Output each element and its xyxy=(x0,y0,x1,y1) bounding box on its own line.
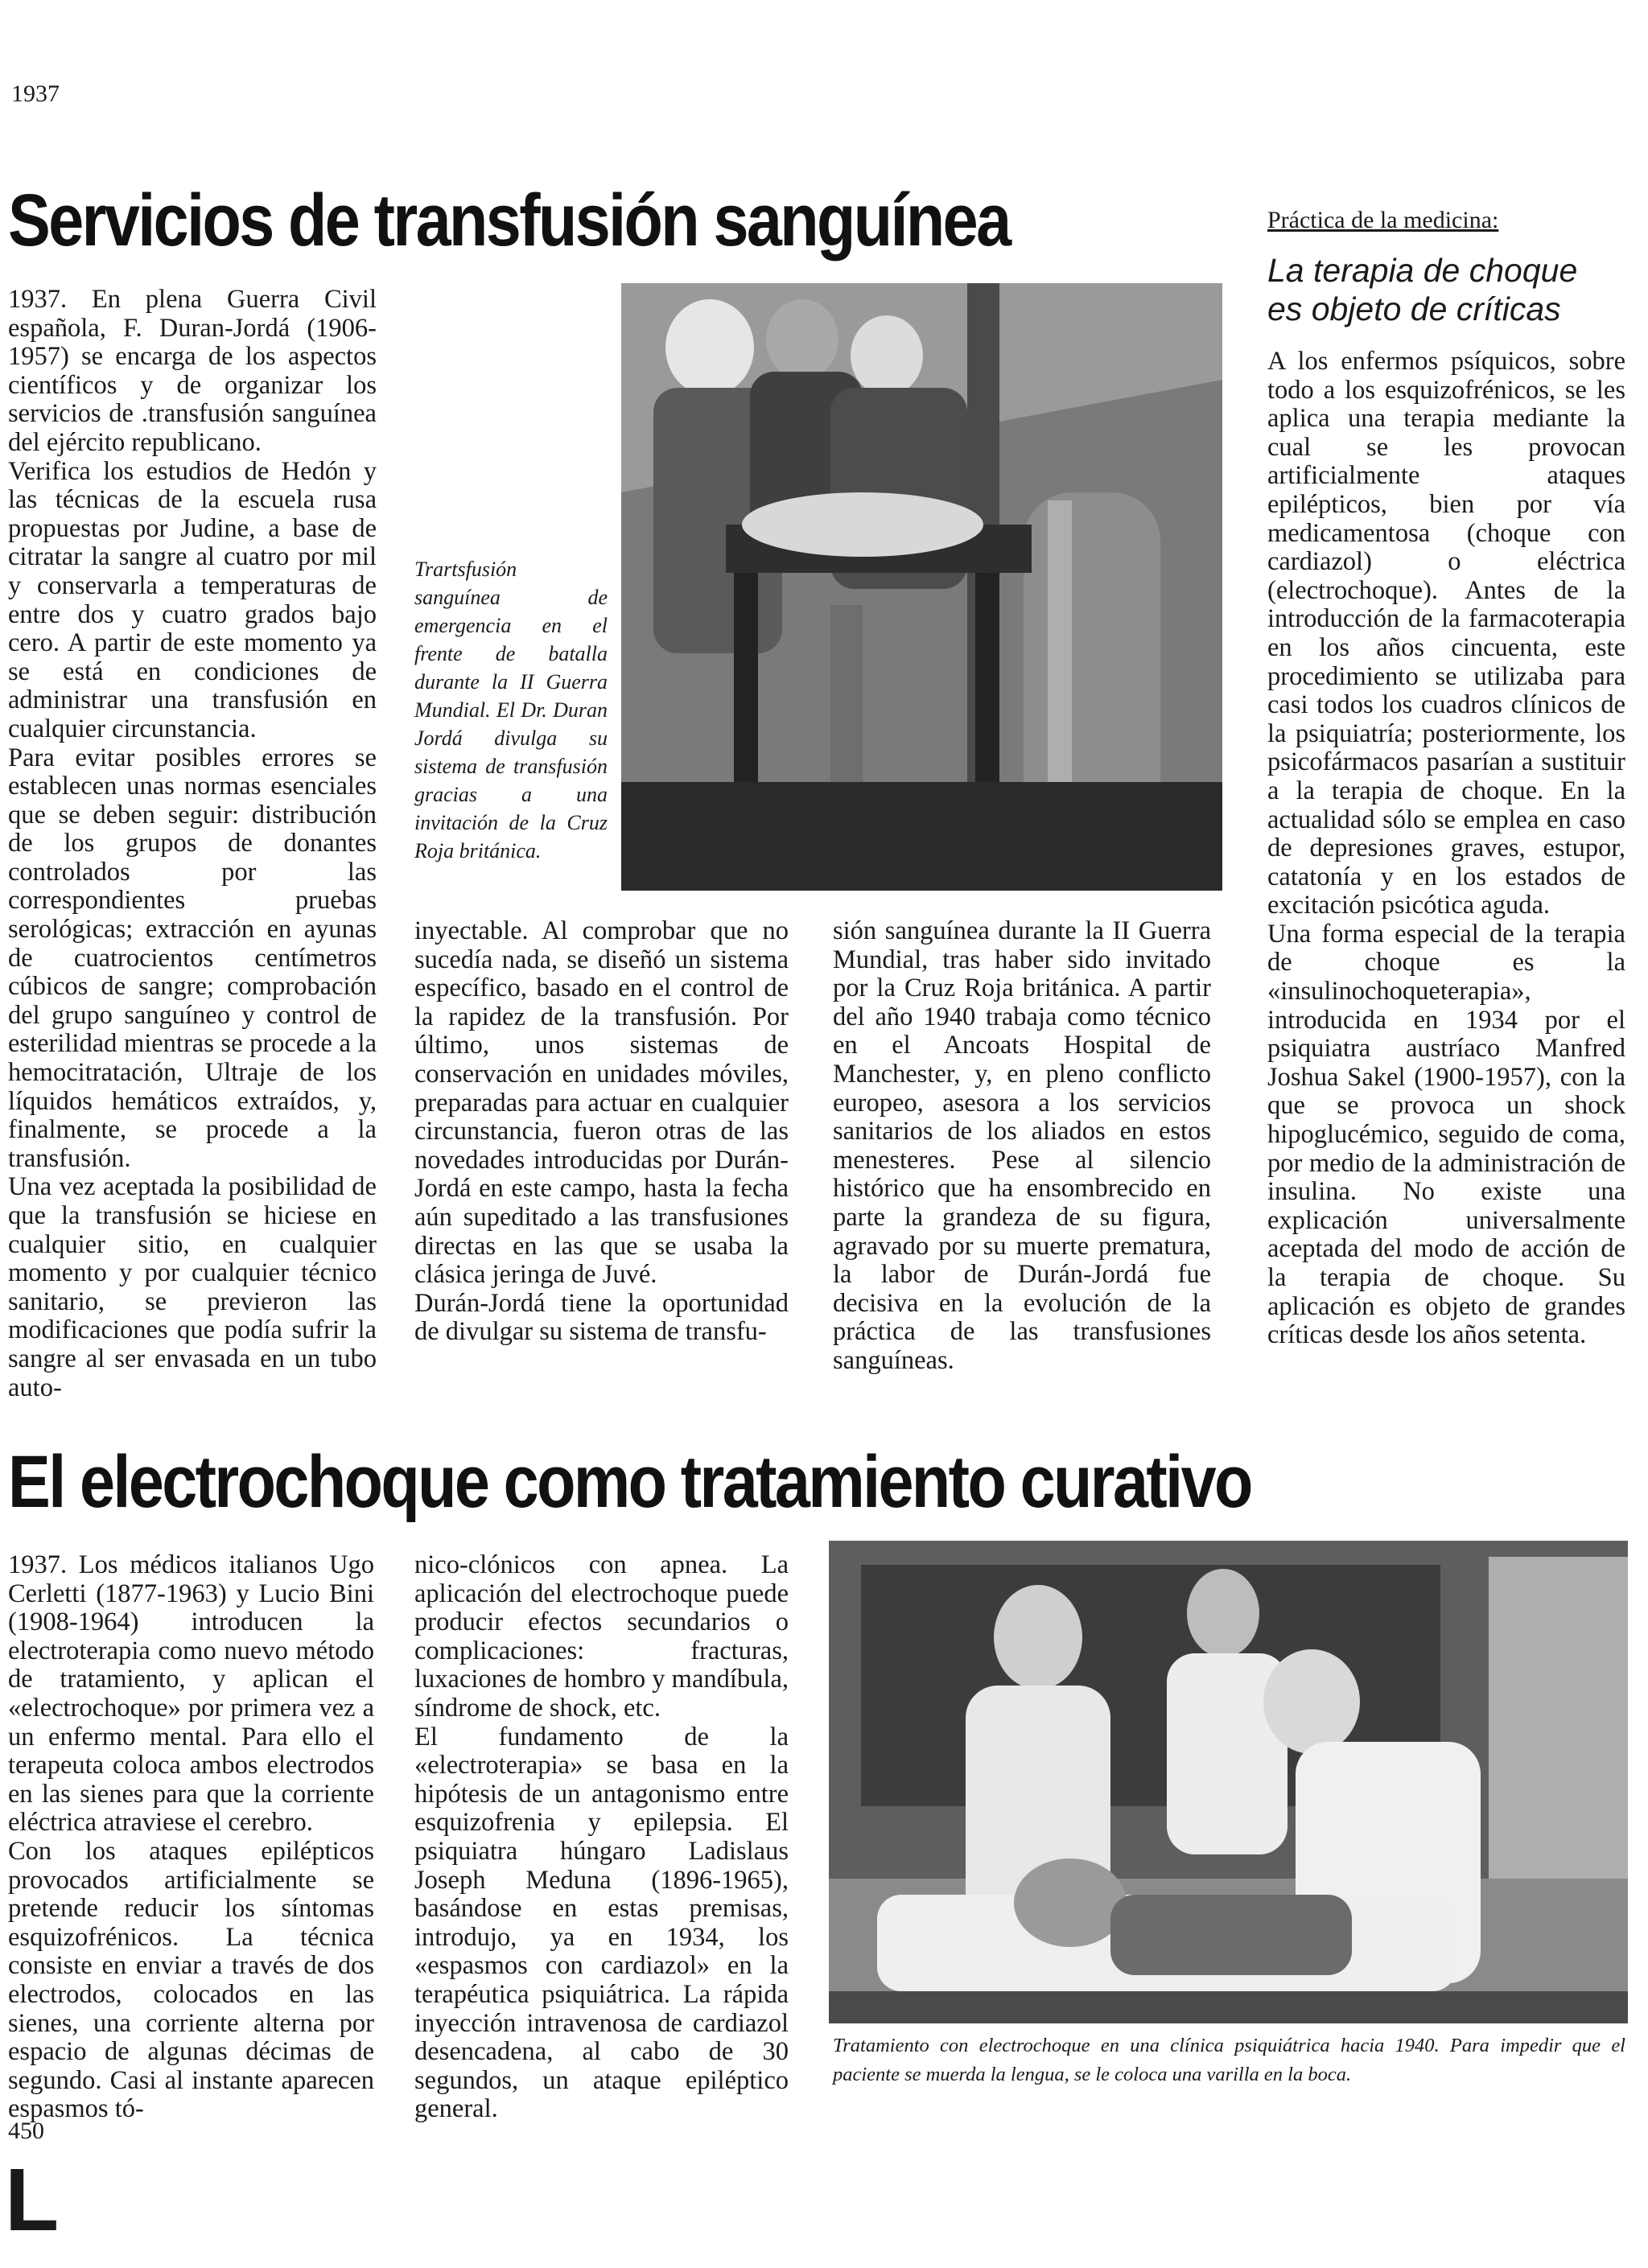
paragraph: Para evitar posibles errores se establecen unas normas esenciales que se deben seguir: distribución de los grupos de donantes controlados por las correspondientes pruebas serológicas; extracción en ayunas de cuatrocientos centímetros cúbicos de sangre; comprobación del grupo sanguíneo y control de esterilidad mientras se procede a la hemocitratación, Ultraje de los líquidos hemáticos extraídos, y, finalmente, se procede a la transfusión. xyxy=(8,743,377,1173)
page-number: 450 xyxy=(8,2118,44,2144)
article1-column-3 xyxy=(833,917,1211,1376)
corner-mark: L xyxy=(5,2151,60,2249)
paragraph: Durán-Jordá tiene la oportunidad de divulgar su sistema de transfu- xyxy=(414,1288,789,1347)
paragraph: Una vez aceptada la posibilidad de que la transfusión se hiciese en cualquier sitio, en cualquier momento y por cualquier técnico sanitario, se previeron las modificaciones que podía sufrir la sangre al ser envasada en un tubo auto- xyxy=(8,1172,377,1402)
transfusion-photo-caption: Trartsfusión sanguínea de emergencia en el frente de batalla durante la II Guerra Mundial. El Dr. Duran Jordá divulga su sistema de transfusión gracias a una invitación de la Cruz Roja británica. xyxy=(414,558,608,862)
transfusion-photo xyxy=(621,283,1222,891)
article2-column-2 xyxy=(414,1551,789,2124)
sidebar-section-label: Práctica de la medicina: xyxy=(1267,207,1499,233)
paragraph: inyectable. Al comprobar que no sucedía nada, se diseñó un sistema específico, basado en el control de la rapidez de la transfusión. Por último, unos sistemas de conservación en unidades móviles, preparadas para actuar en cualquier circunstancia, fueron otras de las novedades introducidas por Durán-Jordá en este campo, hasta la fecha aún supeditado a las transfusiones directas en las que se usaba la clásica jeringa de Juvé. xyxy=(414,916,789,1290)
paragraph: Una forma especial de la terapia de choque es la «insulinochoqueterapia», introducida en 1934 por el psiquiatra austríaco Manfred Joshua Sakel (1900-1957), con la que se provoca un shock hipoglucémico, seguido de coma, por medio de la administración de insulina. No existe una explicación universalmente aceptada del modo de acción de la terapia de choque. Su aplicación es objeto de grandes críticas desde los años setenta. xyxy=(1267,919,1625,1350)
sidebar-title-line-1: La terapia de choque xyxy=(1267,252,1578,289)
paragraph: El fundamento de la «electroterapia» se basa en la hipótesis de un antagonismo entre esquizofrenia y epilepsia. El psiquiatra húngaro Ladislaus Joseph Meduna (1896-1965), basándose en estas premisas, introdujo, ya en 1934, los «espasmos con cardiazol» en la terapéutica psiquiátrica. La rápida inyección intravenosa de cardiazol desencadena, al cabo de 30 segundos, un ataque epiléptico general. xyxy=(414,1722,789,2124)
electroshock-photo-illustration xyxy=(829,1541,1628,2023)
paragraph: Verifica los estudios de Hedón y las técnicas de la escuela rusa propuestas por Judine, a base de citratar la sangre al cuatro por mil y conservarla a temperaturas de entre dos y cuatro grados bajo cero. A partir de este momento ya se está en condiciones de administrar una transfusión en cualquier circunstancia. xyxy=(8,456,377,743)
paragraph: Con los ataques epilépticos provocados artificialmente se pretende reducir los síntomas esquizofrénicos. La técnica consiste en enviar a través de dos electrodos, colocados en las sienes, una corriente alterna por espacio de algunas décimas de segundo. Casi al instante aparecen espasmos tó- xyxy=(8,1836,374,2124)
paragraph: A los enfermos psíquicos, sobre todo a los esquizofrénicos, se les aplica una terapia mediante la cual se les provocan artificialmente ataques epilépticos, bien por vía medicamentosa (choque con cardiazol) o eléctrica (electrochoque). Antes de la introducción de la farmacoterapia en los años cincuenta, este procedimiento se utilizaba para casi todos los cuadros clínicos de la psiquiatría; posteriormente, los psicofármacos pasarían a sustituir a la terapia de choque. En la actualidad sólo se emplea en caso de depresiones graves, estupor, catatonía y en los estados de excitación psicótica aguda. xyxy=(1267,347,1625,920)
article2-headline: El electrochoque como tratamiento curativo xyxy=(8,1441,1251,1523)
paragraph: sión sanguínea durante la II Guerra Mundial, tras haber sido invitado por la Cruz Roja británica. A partir del año 1940 trabaja como técnico en el Ancoats Hospital de Manchester, y, en pleno conflicto europeo, asesora a los servicios sanitarios de los aliados en estos menesteres. Pese al silencio histórico que ha ensombrecido en parte la grandeza de su figura, agravado por su muerte prematura, la labor de Durán-Jordá fue decisiva en la evolución de la práctica de las transfusiones sanguíneas. xyxy=(833,916,1211,1375)
article2-column-1 xyxy=(8,1551,374,2124)
article1-column-1 xyxy=(8,286,377,1402)
electroshock-photo-caption: Tratamiento con electrochoque en una clínica psiquiátrica hacia 1940. Para impedir que el paciente se muerda la lengua, se le coloca una varilla en la boca. xyxy=(833,2035,1625,2085)
transfusion-photo-illustration xyxy=(621,283,1222,891)
sidebar-body xyxy=(1267,348,1625,1350)
article1-headline: Servicios de transfusión sanguínea xyxy=(8,179,1010,261)
article1-column-2 xyxy=(414,917,789,1347)
electroshock-photo xyxy=(829,1541,1628,2023)
sidebar-title-line-2: es objeto de críticas xyxy=(1267,290,1561,327)
paragraph: nico-clónicos con apnea. La aplicación del electrochoque puede producir efectos secundarios o complicaciones: fracturas, luxaciones de hombro y mandíbula, síndrome de shock, etc. xyxy=(414,1550,789,1723)
paragraph: 1937. En plena Guerra Civil española, F. Duran-Jordá (1906-1957) se encarga de los aspectos científicos y de organizar los servicios de .transfusión sanguínea del ejército republicano. xyxy=(8,285,377,457)
page-year: 1937 xyxy=(11,80,60,107)
paragraph: 1937. Los médicos italianos Ugo Cerletti (1877-1963) y Lucio Bini (1908-1964) introducen la electroterapia como nuevo método de tratamiento, y aplican el «electrochoque» por primera vez a un enfermo mental. Para ello el terapeuta coloca ambos electrodos en las sienes para que la corriente eléctrica atraviese el cerebro. xyxy=(8,1550,374,1838)
sidebar-title xyxy=(1267,251,1577,328)
